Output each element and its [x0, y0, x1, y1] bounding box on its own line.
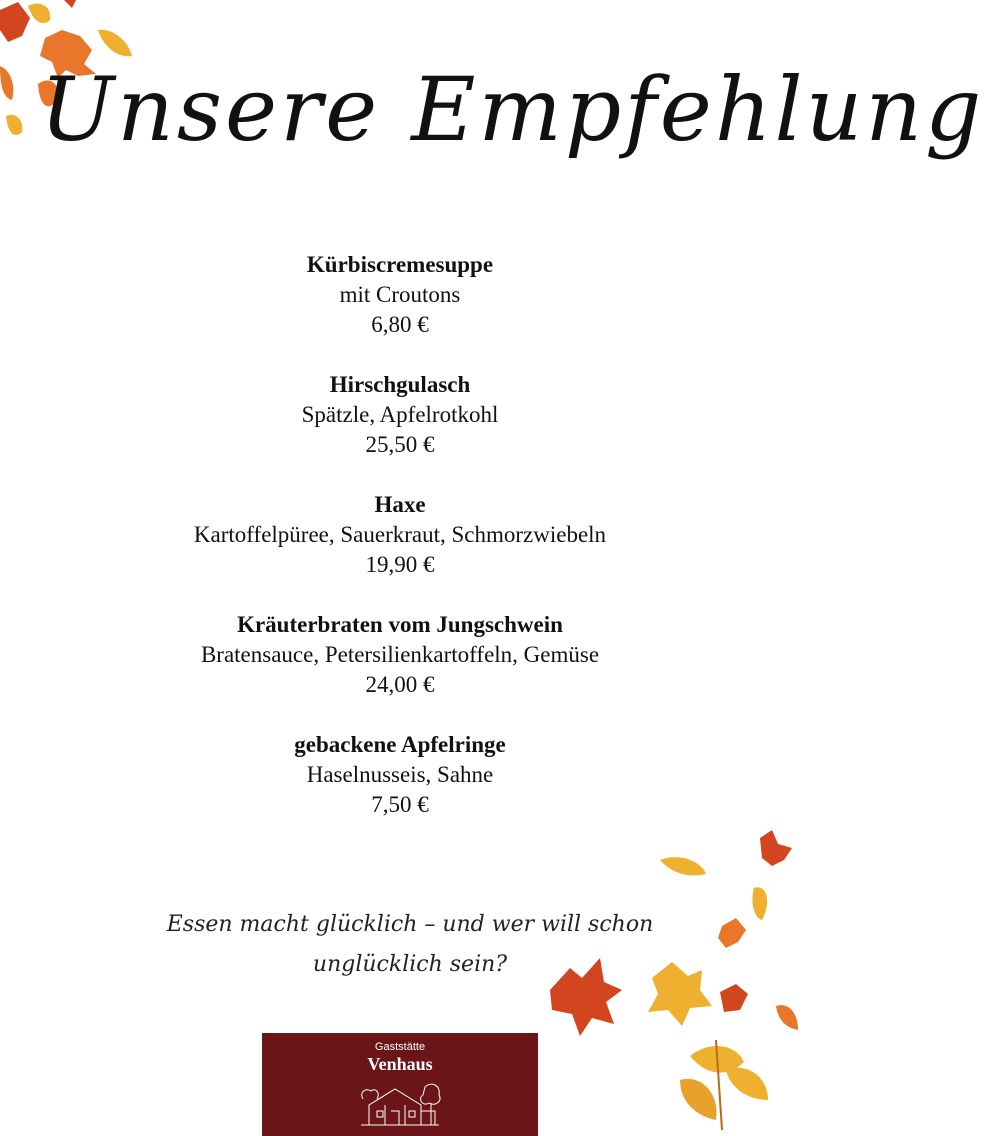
menu-item: [0, 730, 800, 820]
house-drawing-icon: [355, 1081, 445, 1127]
dish-name: Haxe: [374, 492, 426, 517]
dish-price: 25,50 €: [365, 432, 435, 457]
page-title: Unsere Empfehlung: [40, 58, 984, 161]
dish-description: Spätzle, Apfelrotkohl: [301, 402, 499, 427]
quote-line-1: Essen macht glücklich – und wer will schon: [166, 912, 654, 937]
dish-price: 7,50 €: [371, 792, 429, 817]
restaurant-logo: [262, 1033, 538, 1136]
dish-price: 19,90 €: [365, 552, 435, 577]
dish-description: Haselnusseis, Sahne: [306, 762, 494, 787]
logo-subtitle: Gaststätte: [374, 1041, 426, 1053]
dish-name: Kürbiscremesuppe: [306, 252, 494, 277]
menu-item: [0, 490, 800, 580]
dish-description: Bratensauce, Petersilienkartoffeln, Gemüse: [200, 642, 600, 667]
dish-price: 6,80 €: [371, 312, 429, 337]
quote-line-2: unglücklich sein?: [312, 952, 508, 977]
dish-description: mit Croutons: [339, 282, 461, 307]
dish-description: Kartoffelpüree, Sauerkraut, Schmorzwiebeln: [193, 522, 607, 547]
menu-item: [0, 610, 800, 700]
dish-name: Hirschgulasch: [329, 372, 471, 397]
dish-price: 24,00 €: [365, 672, 435, 697]
dish-name: Kräuterbraten vom Jungschwein: [237, 612, 563, 637]
dish-name: gebackene Apfelringe: [294, 732, 506, 757]
quote: [150, 905, 670, 985]
logo-name: Venhaus: [367, 1054, 433, 1074]
menu-item: [0, 250, 800, 340]
menu-list: [0, 250, 800, 850]
menu-item: [0, 370, 800, 460]
